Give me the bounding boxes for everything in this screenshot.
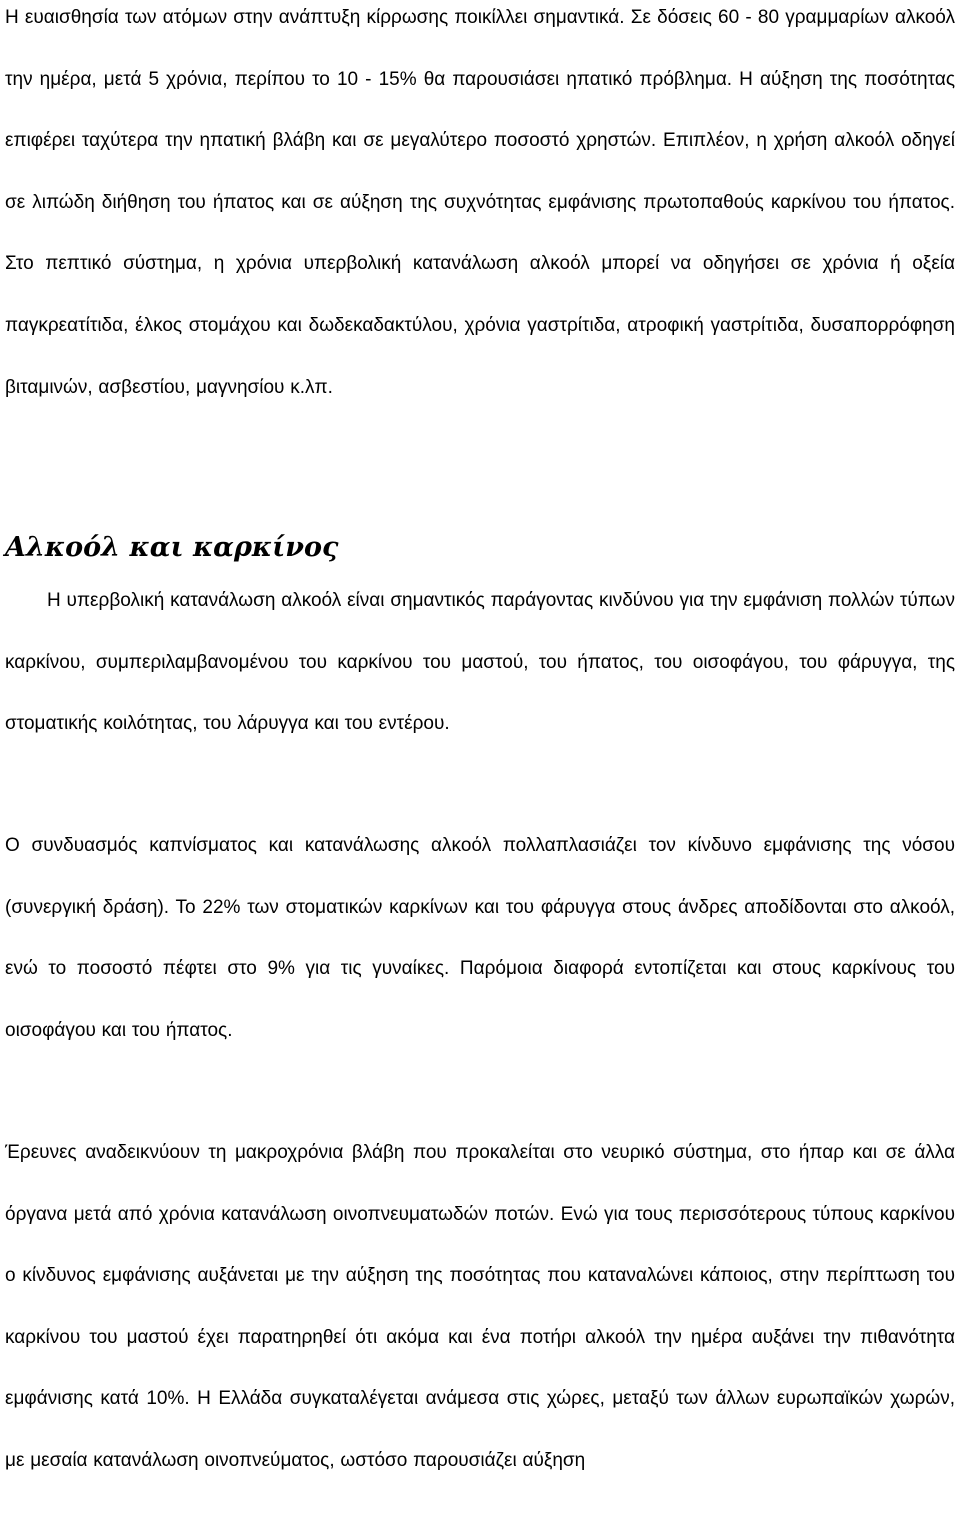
paragraph-cancer-risk: Η υπερβολική κατανάλωση αλκοόλ είναι σημαντικός παράγοντας κινδύνου για την εμφάνιση πολλών τύπων καρκίνου, συμπεριλαμβανομένου του καρκίνου του μαστού, του ήπατος, του οισοφάγου, του φάρυγγα, της στοματικής κοιλότητας, του λάρυγγα και του εντέρου. (5, 590, 955, 735)
paragraph-cirrhosis: Η ευαισθησία των ατόμων στην ανάπτυξη κίρρωσης ποικίλλει σημαντικά. Σε δόσεις 60 - 80 γραμμαρίων αλκοόλ την ημέρα, μετά 5 χρόνια, περίπου το 10 - 15% θα παρουσιάσει ηπατικό πρόβλημα. Η αύξηση της ποσότητας επιφέρει ταχύτερα την ηπατική βλάβη και σε μεγαλύτερο ποσοστό χρηστών. Επιπλέον, η χρήση αλκοόλ οδηγεί σε λιπώδη διήθηση του ήπατος και σε αύξηση της συχνότητας εμφάνισης πρωτοπαθούς καρκίνου του ήπατος. Στο πεπτικό σύστημα, η χρόνια υπερβολική κατανάλωση αλκοόλ μπορεί να οδηγήσει σε χρόνια ή οξεία παγκρεατίτιδα, έλκος στομάχου και δωδεκαδακτύλου, χρόνια γαστρίτιδα, ατροφική γαστρίτιδα, δυσαπορρόφηση βιταμινών, ασβεστίου, μαγνησίου κ.λπ. (5, 7, 955, 398)
paragraph-smoking-synergy: Ο συνδυασμός καπνίσματος και κατανάλωσης αλκοόλ πολλαπλασιάζει τον κίνδυνο εμφάνισης της νόσου (συνεργική δράση). Το 22% των στοματικών καρκίνων και του φάρυγγα στους άνδρες αποδίδονται στο αλκοόλ, ενώ το ποσοστό πέφτει στο 9% για τις γυναίκες. Παρόμοια διαφορά εντοπίζεται και στους καρκίνους του οισοφάγου και του ήπατος. (5, 835, 955, 1041)
paragraph-long-term-damage: Έρευνες αναδεικνύουν τη μακροχρόνια βλάβη που προκαλείται στο νευρικό σύστημα, στο ήπαρ και σε άλλα όργανα μετά από χρόνια κατανάλωση οινοπνευματωδών ποτών. Ενώ για τους περισσότερους τύπους καρκίνου ο κίνδυνος εμφάνισης αυξάνεται με την αύξηση της ποσότητας που καταναλώνει κάποιος, στην περίπτωση του καρκίνου του μαστού έχει παρατηρηθεί ότι ακόμα και ένα ποτήρι αλκοόλ την ημέρα αυξάνει την πιθανότητα εμφάνισης κατά 10%. Η Ελλάδα συγκαταλέγεται ανάμεσα στις χώρες, μεταξύ των άλλων ευρωπαϊκών χωρών, με μεσαία κατανάλωση οινοπνεύματος, ωστόσο παρουσιάζει αύξηση (5, 1142, 955, 1471)
section-heading-alcohol-and-cancer: Αλκοόλ και καρκίνος (5, 532, 339, 563)
